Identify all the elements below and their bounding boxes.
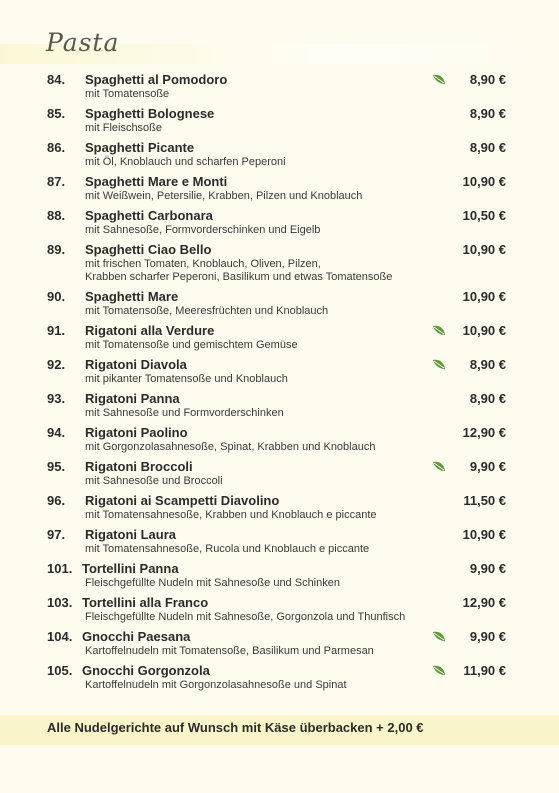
item-number: 93. (47, 391, 66, 406)
menu-item (0, 628, 559, 658)
menu-item (0, 458, 559, 488)
item-number: 91. (47, 323, 66, 338)
description-line: mit Tomatensoße und gemischtem Gemüse (85, 339, 298, 351)
description-line: mit frischen Tomaten, Knoblauch, Oliven, Pilzen, (85, 258, 321, 270)
item-number: 95. (47, 459, 66, 474)
item-number: 104. (47, 629, 73, 644)
menu-item (0, 356, 559, 386)
description-line: mit Gorgonzolasahnesoße, Spinat, Krabben und Knoblauch (85, 441, 376, 453)
item-number: 86. (47, 140, 66, 155)
item-name: Tortellini alla Franco (82, 595, 209, 610)
footer-note: Alle Nudelgerichte auf Wunsch mit Käse überbacken + 2,00 € (47, 720, 424, 735)
item-name: Spaghetti Mare e Monti (85, 174, 228, 189)
menu-item (0, 173, 559, 203)
item-name: Spaghetti Ciao Bello (85, 242, 212, 257)
description-line: mit Sahnesoße und Broccoli (85, 475, 223, 487)
item-number: 89. (47, 242, 66, 257)
item-name: Rigatoni Panna (85, 391, 180, 406)
item-name: Spaghetti Bolognese (85, 106, 215, 121)
description-line: Kartoffelnudeln mit Tomatensoße, Basilikum und Parmesan (85, 645, 374, 657)
menu-item (0, 71, 559, 101)
description-line: Fleischgefüllte Nudeln mit Sahnesoße, Gorgonzola und Thunfisch (85, 611, 406, 623)
leaf-icon (432, 631, 446, 642)
item-price: 8,90 € (469, 391, 506, 406)
menu-item (0, 105, 559, 135)
item-price: 8,90 € (469, 140, 506, 155)
description-line: mit Tomatensahnesoße, Krabben und Knoblauch e piccante (85, 509, 377, 521)
item-name: Gnocchi Paesana (82, 629, 191, 644)
description-line: mit Tomatensoße (85, 88, 170, 100)
item-price: 10,90 € (462, 174, 506, 189)
page-title: Pasta (46, 28, 120, 57)
item-name: Tortellini Panna (82, 561, 179, 576)
item-price: 9,90 € (469, 629, 506, 644)
item-price: 9,90 € (469, 459, 506, 474)
item-price: 10,50 € (462, 208, 506, 223)
item-number: 87. (47, 174, 66, 189)
menu-item (0, 662, 559, 692)
menu-item (0, 207, 559, 237)
description-line: mit Weißwein, Petersilie, Krabben, Pilzen und Knoblauch (85, 190, 363, 202)
item-number: 97. (47, 527, 66, 542)
item-price: 11,50 € (463, 493, 506, 508)
description-line: mit Sahnesoße, Formvorderschinken und Eigelb (85, 224, 321, 236)
item-name: Gnocchi Gorgonzola (82, 663, 210, 678)
item-name: Rigatoni ai Scampetti Diavolino (85, 493, 280, 508)
description-line: mit pikanter Tomatensoße und Knoblauch (85, 373, 288, 385)
menu-item (0, 424, 559, 454)
leaf-icon (432, 325, 446, 336)
menu-item (0, 594, 559, 624)
leaf-icon (432, 461, 446, 472)
item-number: 92. (47, 357, 66, 372)
item-name: Rigatoni Diavola (85, 357, 187, 372)
menu-item (0, 241, 559, 284)
item-price: 12,90 € (462, 425, 506, 440)
item-number: 90. (47, 289, 66, 304)
item-price: 10,90 € (462, 242, 506, 257)
item-price: 12,90 € (462, 595, 506, 610)
description-line: mit Tomatensoße, Meeresfrüchten und Knoblauch (85, 305, 329, 317)
leaf-icon (432, 74, 446, 85)
menu-item (0, 288, 559, 318)
item-number: 88. (47, 208, 66, 223)
item-number: 105. (47, 663, 73, 678)
menu-item (0, 526, 559, 556)
item-number: 96. (47, 493, 66, 508)
description-line: mit Tomatensahnesoße, Rucola und Knoblauch e piccante (85, 543, 370, 555)
item-price: 11,90 € (463, 663, 506, 678)
item-name: Spaghetti Mare (85, 289, 179, 304)
menu-list (0, 71, 559, 696)
description-line: mit Öl, Knoblauch und scharfen Peperoni (85, 156, 286, 168)
item-name: Rigatoni Broccoli (85, 459, 193, 474)
description-line: Krabben scharfer Peperoni, Basilikum und etwas Tomatensoße (85, 271, 393, 283)
item-price: 10,90 € (462, 323, 506, 338)
item-name: Rigatoni Paolino (85, 425, 188, 440)
leaf-icon (432, 359, 446, 370)
item-number: 85. (47, 106, 66, 121)
leaf-icon (432, 665, 446, 676)
menu-item (0, 560, 559, 590)
item-number: 101. (47, 561, 73, 576)
item-price: 10,90 € (462, 527, 506, 542)
description-line: Fleischgefüllte Nudeln mit Sahnesoße und Schinken (85, 577, 340, 589)
item-number: 94. (47, 425, 66, 440)
item-price: 10,90 € (462, 289, 506, 304)
description-line: mit Fleischsoße (85, 122, 163, 134)
item-price: 8,90 € (469, 357, 506, 372)
menu-item (0, 322, 559, 352)
item-price: 8,90 € (469, 106, 506, 121)
item-name: Rigatoni Laura (85, 527, 177, 542)
item-price: 8,90 € (469, 72, 506, 87)
description-line: mit Sahnesoße und Formvorderschinken (85, 407, 284, 419)
item-name: Spaghetti al Pomodoro (85, 72, 228, 87)
item-number: 103. (47, 595, 73, 610)
menu-item (0, 139, 559, 169)
menu-item (0, 492, 559, 522)
menu-item (0, 390, 559, 420)
item-name: Spaghetti Carbonara (85, 208, 213, 223)
item-name: Spaghetti Picante (85, 140, 195, 155)
item-number: 84. (47, 72, 66, 87)
item-name: Rigatoni alla Verdure (85, 323, 215, 338)
item-price: 9,90 € (469, 561, 506, 576)
description-line: Kartoffelnudeln mit Gorgonzolasahnesoße und Spinat (85, 679, 347, 691)
